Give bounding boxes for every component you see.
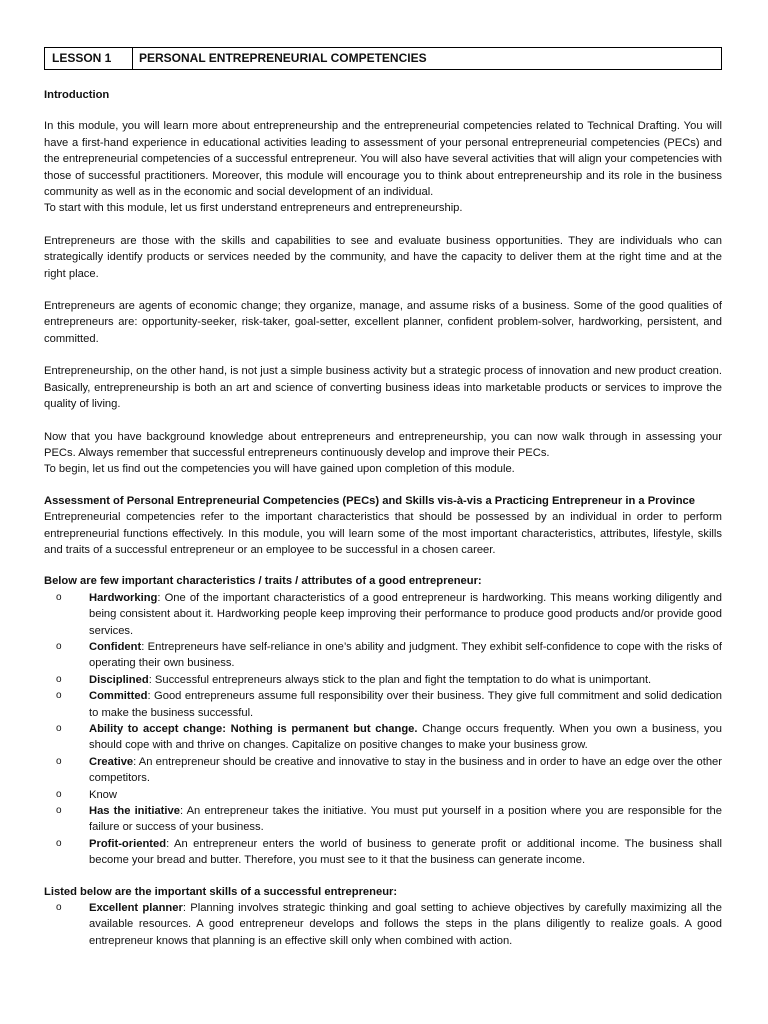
trait-term: Profit-oriented (89, 837, 167, 850)
list-item (44, 836, 722, 869)
lesson-header (44, 47, 722, 70)
trait-text: Know (89, 788, 117, 801)
intro-paragraph-4: Entrepreneurship, on the other hand, is not just a simple business activity but a strategic process of innovation and new product creation. Basically, entrepreneurship is both an art and science of converting business ideas into marketable products or services to improve the quality of living. (44, 365, 722, 411)
skill-term: Excellent planner (89, 902, 183, 915)
trait-text: : Successful entrepreneurs always stick to the plan and fight the temptation to do what is unimportant. (148, 673, 652, 686)
skills-list (44, 900, 722, 949)
intro-paragraph-1b: To start with this module, let us first understand entrepreneurs and entrepreneurship. (44, 202, 463, 215)
bullet-icon: o (56, 723, 62, 734)
bullet-icon: o (56, 673, 62, 685)
list-item (44, 639, 722, 672)
bullet-icon: o (56, 755, 62, 767)
trait-text: : Good entrepreneurs assume full responsibility over their business. They give full commitment and solid dedication to make the business successful. (89, 690, 722, 719)
list-item (44, 754, 722, 787)
bullet-icon: o (56, 640, 62, 652)
traits-heading: Below are few important characteristics / traits / attributes of a good entrepreneur: (44, 575, 482, 588)
trait-term: Committed (89, 690, 148, 703)
trait-term: Has the initiative (89, 805, 180, 818)
traits-list (44, 590, 722, 869)
bullet-icon: o (56, 837, 62, 849)
list-item (44, 688, 722, 721)
lesson-content (44, 87, 722, 949)
trait-text: : An entrepreneur should be creative and innovative to stay in the business and in order to have an edge over the other competitors. (89, 755, 722, 785)
bullet-icon: o (56, 591, 62, 603)
list-item (44, 672, 722, 688)
list-item (44, 590, 722, 639)
list-item (44, 787, 722, 803)
intro-paragraph-2: Entrepreneurs are those with the skills and capabilities to see and evaluate business opportunities. They are individuals who can strategically identify products or services needed by the community, and have the capacity to deliver them at the right time and at the right place. (44, 234, 722, 280)
intro-paragraph-5b: To begin, let us find out the competencies you will have gained upon completion of this module. (44, 463, 515, 476)
skills-heading: Listed below are the important skills of a successful entrepreneur: (44, 885, 398, 898)
skill-text: : Planning involves strategic thinking and goal setting to achieve objectives by carefully maximizing all the available resources. A good entrepreneur develops and follows the steps in the plans diligently to realize goals. A good entrepreneur knows that planning is an effective skill only when combined with action. (89, 902, 722, 947)
trait-term: Hardworking (89, 591, 158, 604)
trait-text: : Entrepreneurs have self-reliance in one’s ability and judgment. They exhibit self-confidence to cope with the risks of operating their own business. (89, 640, 722, 670)
introduction-heading: Introduction (44, 89, 110, 101)
lesson-title: PERSONAL ENTREPRENEURIAL COMPETENCIES (139, 51, 427, 65)
list-item (44, 900, 722, 949)
bullet-icon: o (56, 805, 62, 817)
trait-term: Confident (89, 640, 142, 653)
bullet-icon: o (56, 902, 62, 914)
trait-text: Change occurs frequently. When you own a business, you should cope with and thrive on changes. Capitalize on positive changes to make your business grow. (89, 723, 722, 752)
list-item (44, 803, 722, 836)
trait-term: Disciplined (89, 673, 149, 686)
trait-term: Ability to accept change: Nothing is permanent but change. (89, 723, 418, 735)
trait-text: : An entrepreneur takes the initiative. You must put yourself in a position where you are responsible for the failure or success of your business. (89, 805, 722, 834)
trait-term: Creative (89, 755, 134, 768)
trait-text: : An entrepreneur enters the world of business to generate profit or additional income. The business shall become your bread and butter. Therefore, you must see to it that the business can generate income. (89, 837, 722, 867)
intro-paragraph-1: In this module, you will learn more about entrepreneurship and the entrepreneurial competencies related to Technical Drafting. You will have a first-hand experience in educational activities leading to assessment of your personal entrepreneurial competencies (PECs) and the entrepreneurial competencies of a successful entrepreneur. You will also have several activities that will align your competencies with those of successful practitioners. Moreover, this module will encourage you to think about entrepreneurship and its role in the business community as well as in the economic and social development of an individual. (44, 120, 722, 199)
lesson-number: LESSON 1 (45, 48, 133, 69)
bullet-icon: o (56, 690, 62, 702)
assessment-heading: Assessment of Personal Entrepreneurial Competencies (PECs) and Skills vis-à-vis a Practicing Entrepreneur in a Province (44, 494, 695, 507)
list-item (44, 721, 722, 754)
trait-text: : One of the important characteristics of a good entrepreneur is hardworking. This means working diligently and being consistent about it. Hardworking people keep improving their performance to produce good products and/or provide good services. (89, 591, 722, 637)
intro-paragraph-3: Entrepreneurs are agents of economic change; they organize, manage, and assume risks of a business. Some of the good qualities of entrepreneurs are: opportunity-seeker, risk-taker, goal-setter, excellent planner, confident problem-solver, hardworking, persistent, and committed. (44, 300, 722, 345)
intro-paragraph-5: Now that you have background knowledge about entrepreneurs and entrepreneurship, you can now walk through in assessing your PECs. Always remember that successful entrepreneurs continuously develop and improve their PECs. (44, 430, 722, 459)
bullet-icon: o (56, 788, 62, 800)
assessment-paragraph: Entrepreneurial competencies refer to the important characteristics that should be possessed by an individual in order to perform entrepreneurial functions effectively. In this module, you will learn some of the most important characteristics, attributes, lifestyle, skills and traits of a successful entrepreneur or an employee to be successful in a chosen career. (44, 511, 722, 556)
